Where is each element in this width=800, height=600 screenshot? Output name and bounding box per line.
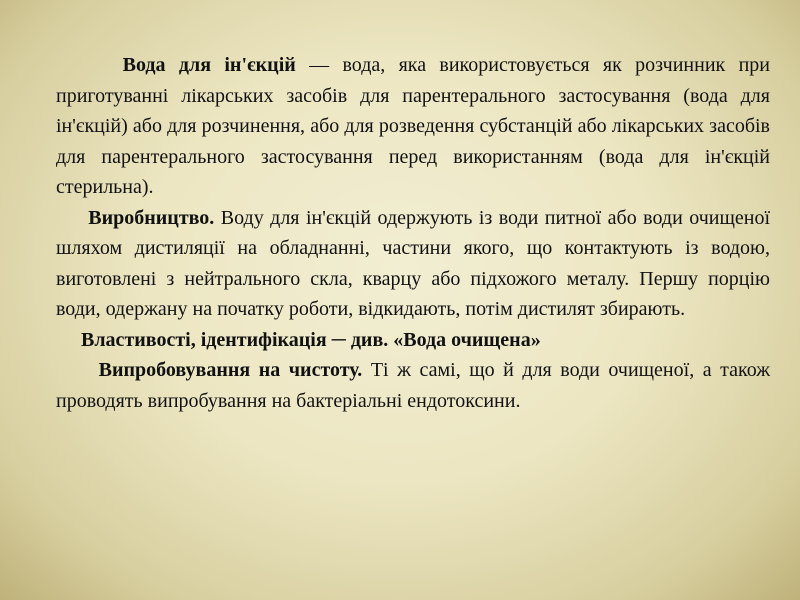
paragraph-purity-tests — [56, 355, 770, 416]
heading-production: Виробництво. — [88, 206, 215, 229]
heading-purity-tests: Випробовування на чистоту. — [98, 359, 363, 381]
heading-properties: Властивості, ідентифікація ─ див. «Вода очищена» — [81, 328, 541, 351]
paragraph-definition — [56, 50, 770, 203]
paragraph-properties — [56, 325, 770, 356]
term-water-for-injection: Вода для ін'єкцій — [122, 54, 296, 76]
production-text: Воду для ін'єкцій одержують із води питної або води очищеної шляхом дистиляції на обладнанні, частини якого, що контактують із водою, виготовлені з нейтрального скла, кварцу або підхожого металу. Першу порцію води, одержану на початку роботи, відкидають, потім дистилят збирають. — [56, 206, 771, 320]
slide-text-body — [56, 50, 770, 416]
purity-tests-text: Ті ж самі, що й для води очищеної, а також проводять випробування на бактеріальні ендотоксини. — [56, 359, 771, 412]
paragraph-production — [56, 203, 770, 325]
definition-text: — вода, яка використовується як розчинник при приготуванні лікарських засобів для парентерального застосування (вода для ін'єкцій) або для розчинення, або для розведення субстанцій або лікарських засобів для парентерального застосування перед використанням (вода для ін'єкцій стерильна). — [56, 54, 771, 198]
